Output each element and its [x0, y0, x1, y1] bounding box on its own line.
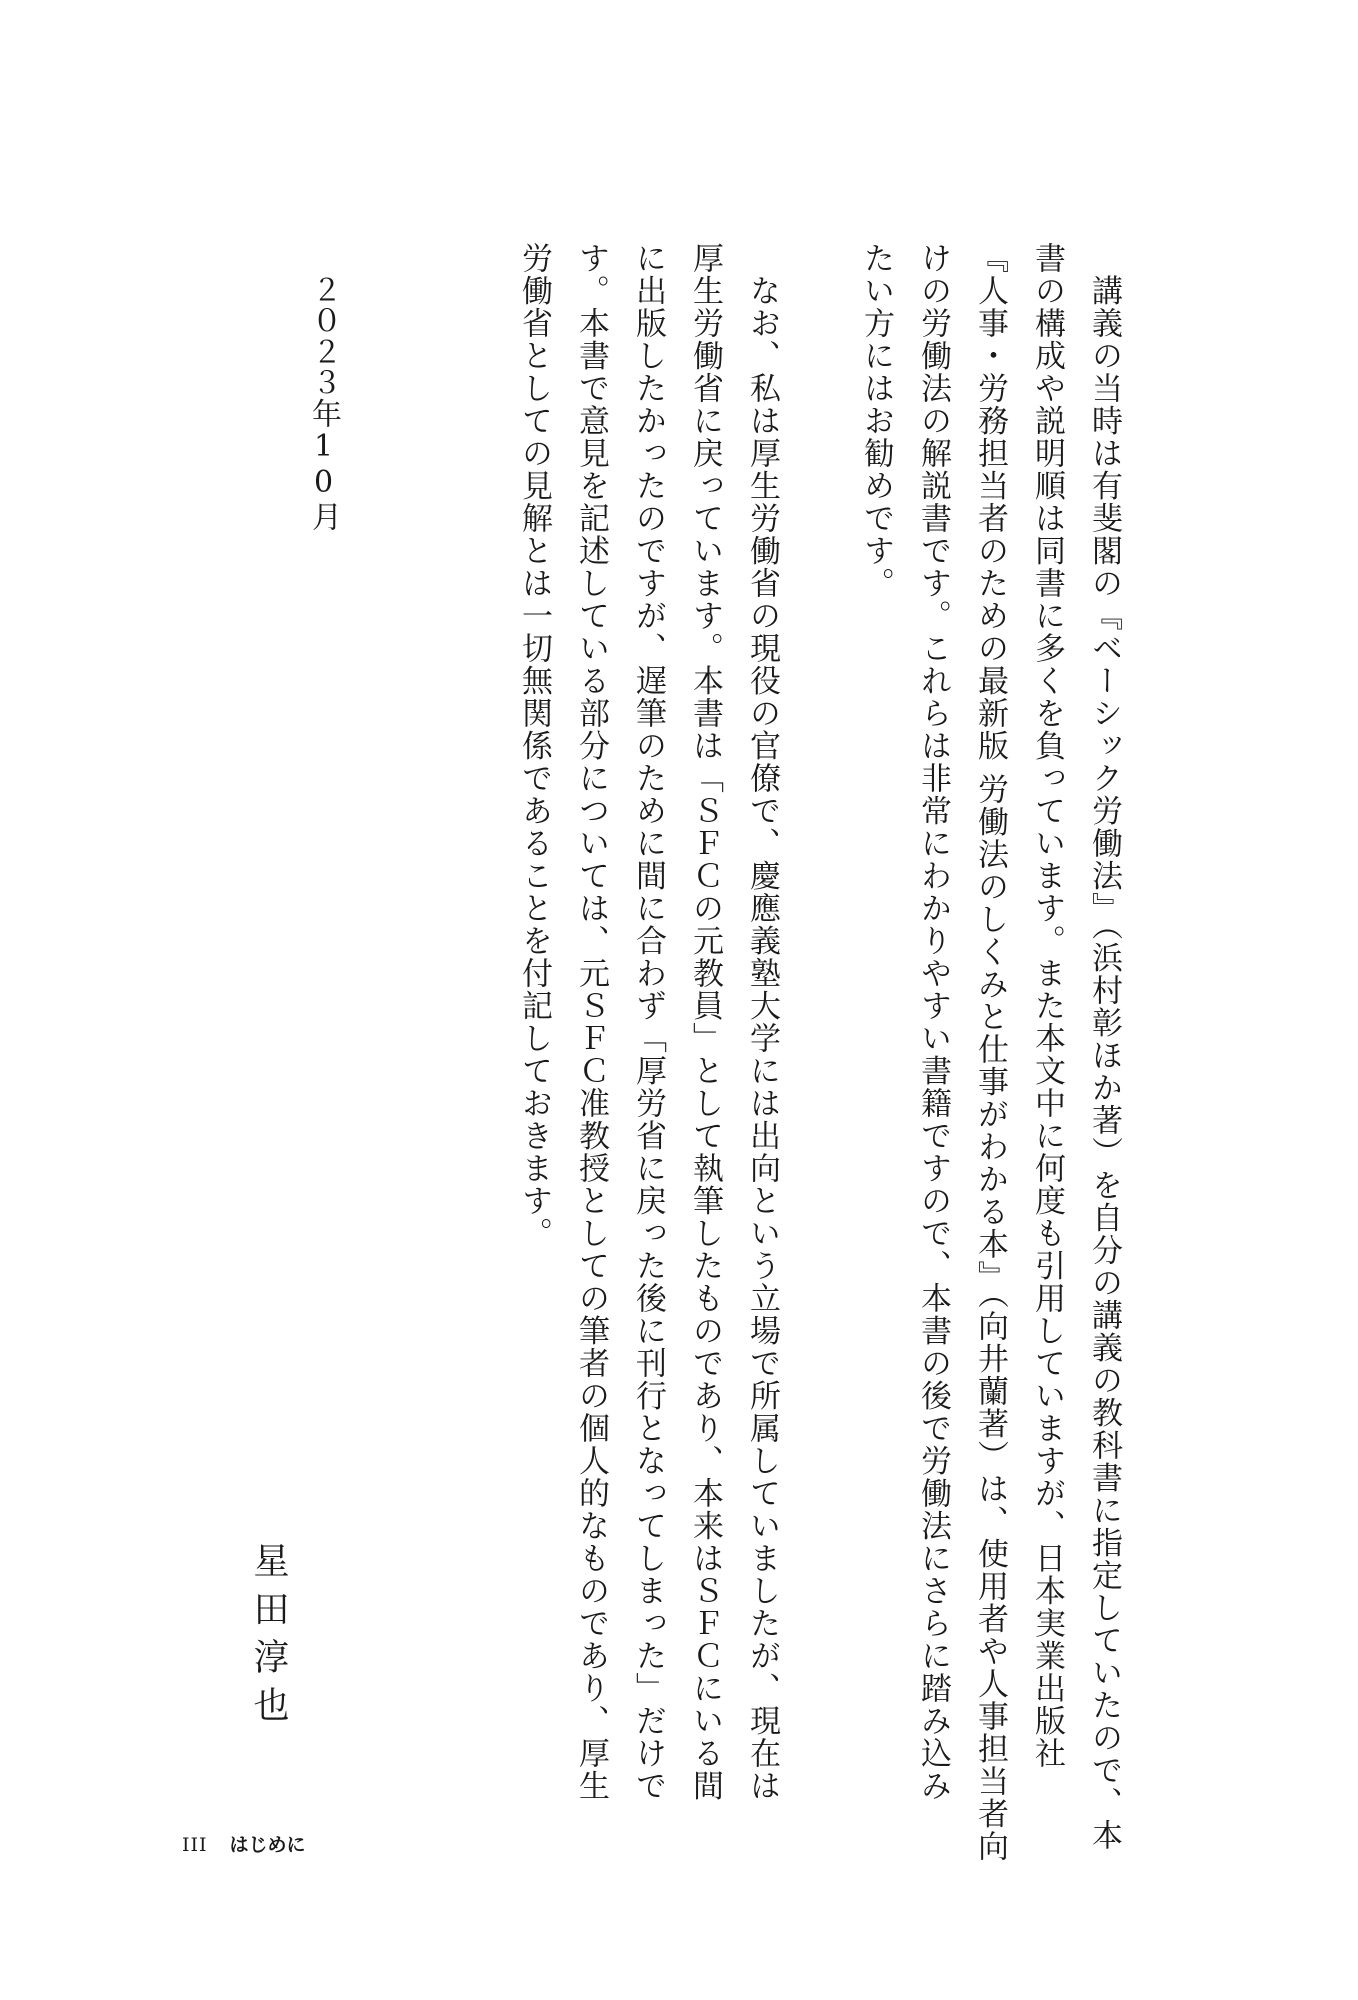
author-name: 星田淳也 — [248, 1542, 289, 1734]
signature-date: ２０２３年10月 — [306, 274, 341, 532]
paragraph-1-line-1: 講義の当時は有斐閣の『ベーシック労働法』（浜村彰ほか著）を自分の講義の教科書に指定していたので、本 — [1086, 242, 1122, 1852]
paragraph-2-line-3: に出版したかったのですが、遅筆のために間に合わず「厚労省に戻った後に刊行となってしまった」だけで — [630, 242, 666, 1802]
page-footer — [182, 1836, 306, 1855]
paragraph-1-line-4: けの労働法の解説書です。これらは非常にわかりやすい書籍ですので、本書の後で労働法にさらに踏み込み — [915, 242, 951, 1802]
paragraph-1-line-2: 書の構成や説明順は同書に多くを負っています。また本文中に何度も引用していますが、日本実業出版社 — [1029, 242, 1065, 1770]
section-title: はじめに — [229, 1834, 306, 1856]
page-number: III — [182, 1834, 208, 1856]
paragraph-2-line-1: なお、私は厚生労働省の現役の官僚で、慶應義塾大学には出向という立場で所属していましたが、現在は — [744, 242, 780, 1802]
paragraph-1-line-5: たい方にはお勧めです。 — [858, 242, 894, 600]
paragraph-2-line-2: 厚生労働省に戻っています。本書は「ＳＦＣの元教員」として執筆したものであり、本来はＳＦＣにいる間 — [687, 242, 723, 1802]
paragraph-2-line-4: す。本書で意見を記述している部分については、元ＳＦＣ准教授としての筆者の個人的なものであり、厚生 — [573, 242, 609, 1802]
paragraph-2-line-5: 労働省としての見解とは一切無関係であることを付記しておきます。 — [516, 242, 552, 1250]
paragraph-1-line-3: 『人事・労務担当者のための最新版 労働法のしくみと仕事がわかる本』（向井蘭著）は、使用者や人事担当者向 — [972, 242, 1008, 1863]
